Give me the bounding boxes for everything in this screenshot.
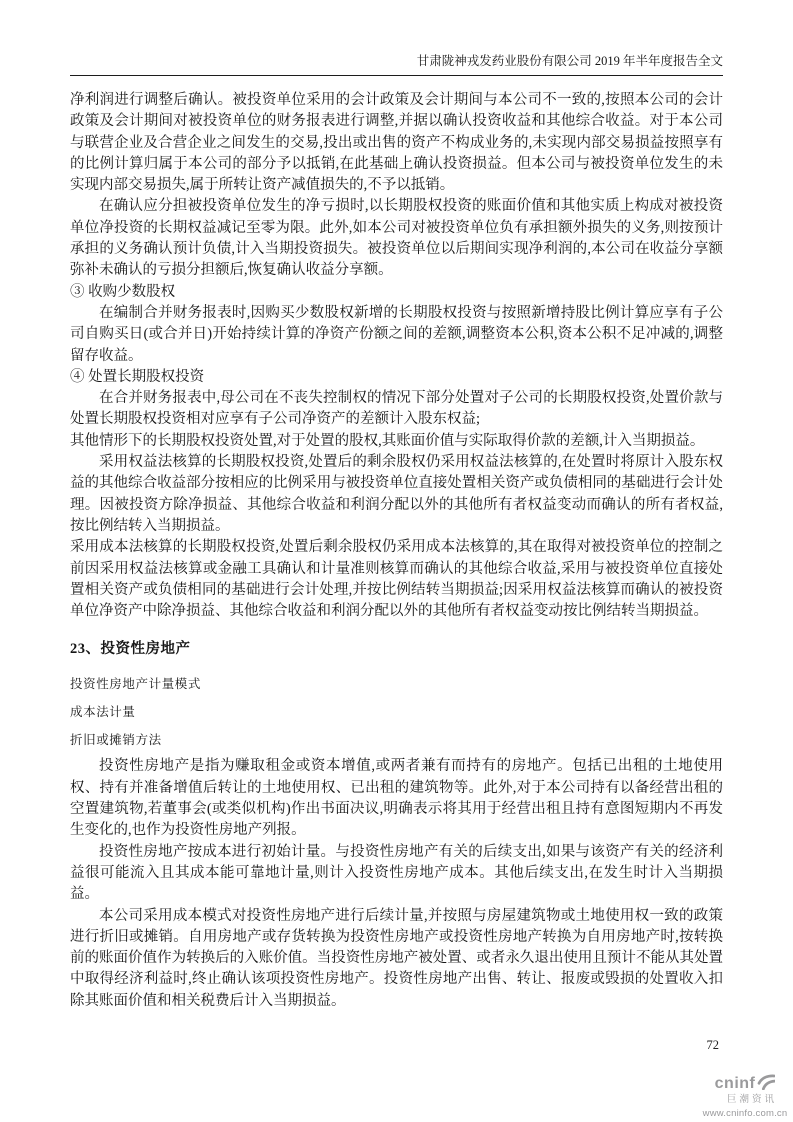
item-minority-equity-purchase: ③ 收购少数股权 xyxy=(70,283,176,300)
paragraph-minority-purchase-detail: 在编制合并财务报表时,因购买少数股权新增的长期股权投资与按照新增持股比例计算应享有子公司自购买日(或合并日)开始持续计算的净资产份额之间的差额,调整资本公积,资本公积不足冲减的,调整留存收益。 xyxy=(70,304,723,364)
paragraph-investment-property-definition: 投资性房地产是指为赚取租金或资本增值,或两者兼有而持有的房地产。包括已出租的土地使用权、持有并准备增值后转让的土地使用权、已出租的建筑物等。此外,对于本公司持有以备经营出租的空置建筑物,若董事会(或类似机构)作出书面决议,明确表示将其用于经营出租且持有意图短期内不再发生变化的,也作为投资性房地产列报。 xyxy=(70,758,723,839)
paragraph-cost-method-disposal: 采用成本法核算的长期股权投资,处置后剩余股权仍采用成本法核算的,其在取得对被投资单位的控制之前因采用权益法核算或金融工具确认和计量准则核算而确认的其他综合收益,采用与被投资单位直接处置相关资产或负债相同的基础进行会计处理,并按比例结转当期损益;因采用权益法核算而确认的被投资单位净资产中除净损益、其他综合收益和利润分配以外的其他所有者权益变动按比例结转当期损益。 xyxy=(70,539,723,620)
paragraph-investment-property-subsequent-measurement: 本公司采用成本模式对投资性房地产进行后续计量,并按照与房屋建筑物或土地使用权一致的政策进行折旧或摊销。自用房地产或存货转换为投资性房地产或投资性房地产转换为自用房地产时,按转换前的账面价值作为转换后的入账价值。当投资性房地产被处置、或者永久退出使用且预计不能从其处置中取得经济利益时,终止确认该项投资性房地产。投资性房地产出售、转让、报废或毁损的处置收入扣除其账面价值和相关税费后计入当期损益。 xyxy=(70,907,723,1009)
paragraph-net-loss-recognition: 在确认应分担被投资单位发生的净亏损时,以长期股权投资的账面价值和其他实质上构成对被投资单位净投资的长期权益减记至零为限。此外,如本公司对被投资单位负有承担额外损失的义务,则按预计承担的义务确认预计负债,计入当期投资损失。被投资单位以后期间实现净利润的,本公司在收益分享额弥补未确认的亏损分担额后,恢复确认收益分享额。 xyxy=(70,198,723,279)
cninfo-chinese-name: 巨潮资讯 xyxy=(726,1095,777,1105)
cninfo-logo xyxy=(702,1074,788,1118)
depreciation-amortization-method-label: 折旧或摊销方法 xyxy=(70,733,162,748)
page-body xyxy=(70,90,723,1012)
report-title: 甘肃陇神戎发药业股份有限公司 2019 年半年度报告全文 xyxy=(416,54,723,68)
cost-method-label: 成本法计量 xyxy=(70,705,136,720)
cninfo-brand-text: cninf xyxy=(714,1075,756,1092)
investment-property-measurement-mode-label: 投资性房地产计量模式 xyxy=(70,677,202,692)
cninfo-brand-row xyxy=(702,1074,788,1094)
paragraph-investment-property-initial-measurement: 投资性房地产按成本进行初始计量。与投资性房地产有关的后续支出,如果与该资产有关的经济利益很可能流入且其成本能可靠地计量,则计入投资性房地产成本。其他后续支出,在发生时计入当期损益。 xyxy=(70,843,723,903)
page-header xyxy=(70,50,723,76)
page-number: 72 xyxy=(706,1038,719,1052)
cninfo-swirl-icon xyxy=(756,1074,775,1094)
paragraph-disposal-other-cases: 其他情形下的长期股权投资处置,对于处置的股权,其账面价值与实际取得价款的差额,计入当期损益。 xyxy=(70,432,705,449)
item-disposal-long-term-equity: ④ 处置长期股权投资 xyxy=(70,368,205,385)
paragraph-equity-method-disposal: 采用权益法核算的长期股权投资,处置后的剩余股权仍采用权益法核算的,在处置时将原计入股东权益的其他综合收益部分按相应的比例采用与被投资单位直接处置相关资产或负债相同的基础进行会计处理。因被投资方除净损益、其他综合收益和利润分配以外的其他所有者权益变动而确认的所有者权益,按比例结转入当期损益。 xyxy=(70,454,723,534)
cninfo-website: www.cninfo.com.cn xyxy=(702,1107,788,1119)
paragraph-equity-adjustment: 净利润进行调整后确认。被投资单位采用的会计政策及会计期间与本公司不一致的,按照本公司的会计政策及会计期间对被投资单位的财务报表进行调整,并据以确认投资收益和其他综合收益。对于本公司与联营企业及合营企业之间发生的交易,投出或出售的资产不构成业务的,未实现内部交易损益按照享有的比例计算归属于本公司的部分予以抵销,在此基础上确认投资损益。但本公司与被投资单位发生的未实现内部交易损失,属于所转让资产减值损失的,不予以抵销。 xyxy=(70,92,723,194)
paragraph-disposal-consolidated: 在合并财务报表中,母公司在不丧失控制权的情况下部分处置对子公司的长期股权投资,处置价款与处置长期股权投资相对应享有子公司净资产的差额计入股东权益; xyxy=(70,390,723,428)
section-heading-investment-property: 23、投资性房地产 xyxy=(70,641,191,658)
